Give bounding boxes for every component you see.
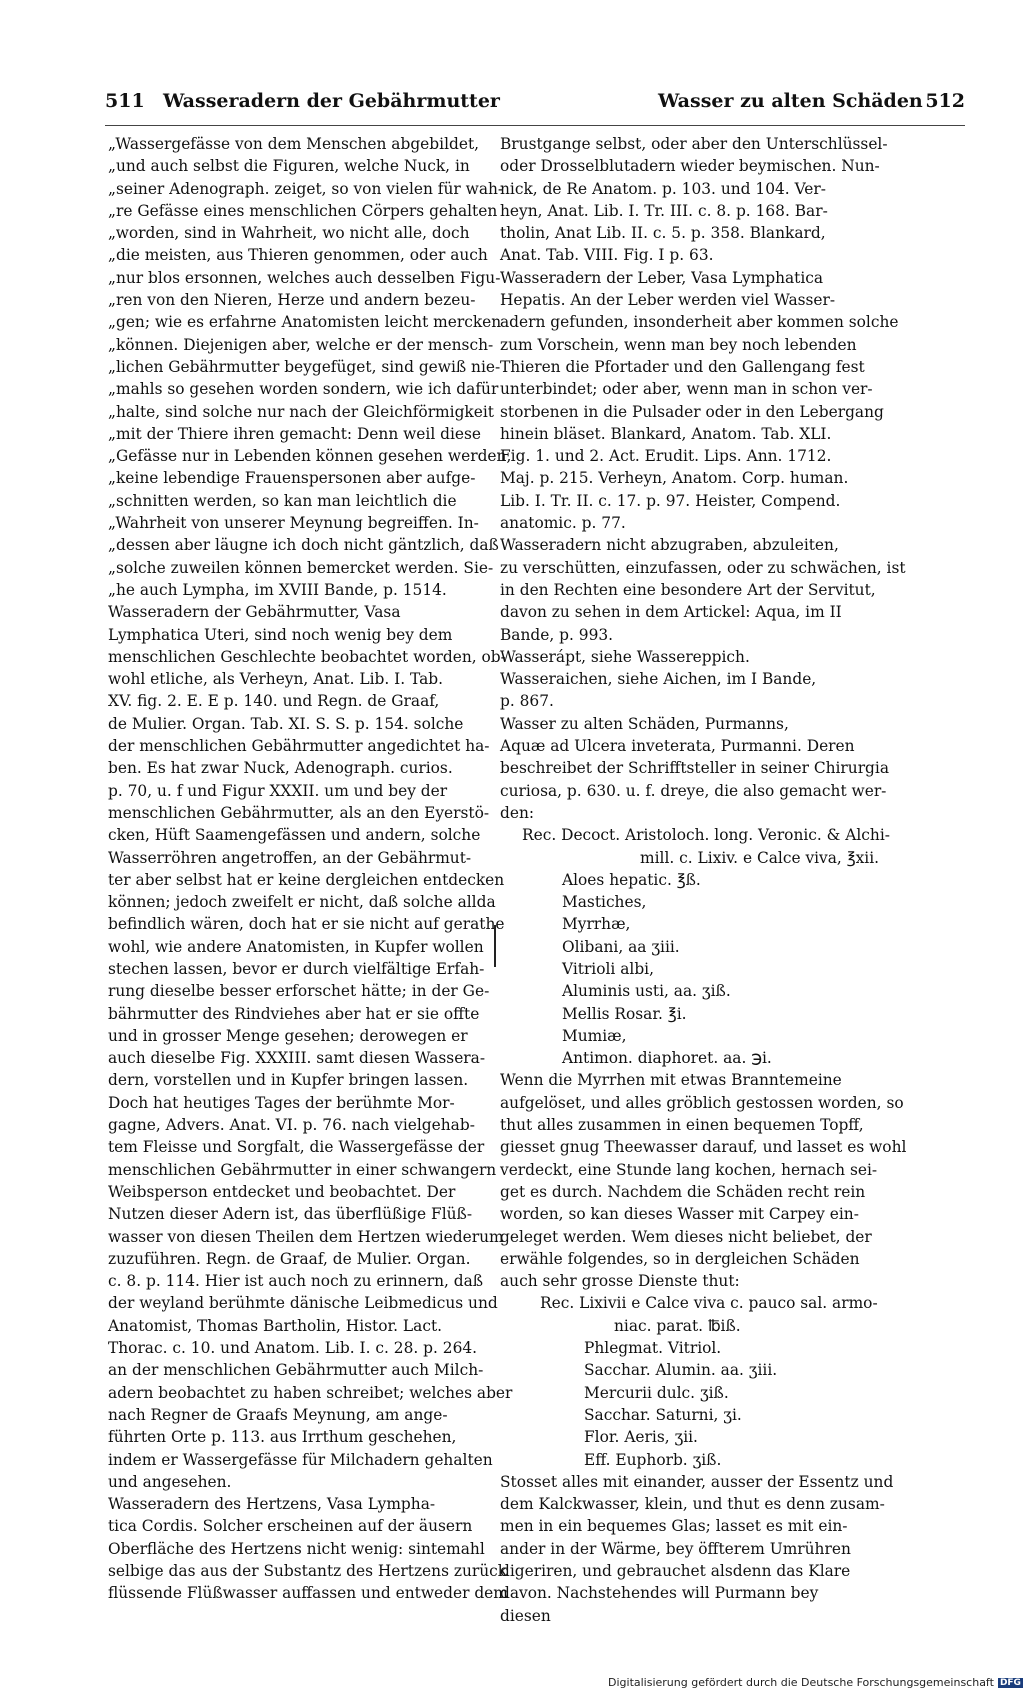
text-line: Wasseradern der Gebährmutter, Vasa xyxy=(108,603,401,622)
text-line: selbige das aus der Substantz des Hertzens zurück xyxy=(108,1562,508,1580)
recipe-ingredient: Myrrhæ, xyxy=(562,915,631,934)
text-line: diesen xyxy=(500,1606,551,1625)
text-line: thut alles zusammen in einen bequemen Topff, xyxy=(500,1116,864,1135)
header-rule xyxy=(105,125,965,126)
text-line: „die meisten, aus Thieren genommen, oder auch xyxy=(108,246,488,265)
text-line: aufgelöset, und alles gröblich gestossen worden, so xyxy=(500,1093,904,1112)
text-line: Doch hat heutiges Tages der berühmte Mor- xyxy=(108,1093,455,1112)
text-line: in den Rechten eine besondere Art der Servitut, xyxy=(500,580,876,599)
text-line: zum Vorschein, wenn man bey noch lebenden xyxy=(500,335,857,354)
recipe-ingredient: Mellis Rosar. ℥i. xyxy=(562,1004,687,1023)
recipe-2-items xyxy=(500,1337,872,1471)
recipe-2-head: Rec. Lixivii e Calce viva c. pauco sal. armo- xyxy=(540,1294,878,1313)
right-column-mid-text xyxy=(500,1069,907,1292)
text-line: an der menschlichen Gebährmutter auch Milch- xyxy=(108,1361,484,1380)
text-line: davon. Nachstehendes will Purmann bey xyxy=(500,1584,819,1603)
text-line: nick, de Re Anatom. p. 103. und 104. Ver- xyxy=(500,179,826,198)
text-line: Fig. 1. und 2. Act. Erudit. Lips. Ann. 1712. xyxy=(500,447,832,466)
recipe-ingredient: Phlegmat. Vitriol. xyxy=(584,1339,722,1358)
text-line: Thorac. c. 10. und Anatom. Lib. I. c. 28. p. 264. xyxy=(108,1339,478,1358)
text-line: erwähle folgendes, so in dergleichen Schäden xyxy=(500,1249,860,1268)
recipe-ingredient: Sacchar. Saturni, ʒi. xyxy=(584,1405,742,1424)
running-header xyxy=(105,90,965,126)
text-line: und angesehen. xyxy=(108,1472,232,1491)
text-line: können; jedoch zweifelt er nicht, daß solche allda xyxy=(108,893,496,912)
text-line: Wasserröhren angetroffen, an der Gebährmut- xyxy=(108,848,472,867)
text-line: curiosa, p. 630. u. f. dreye, die also gemacht wer- xyxy=(500,781,887,800)
text-line: dern, vorstellen und in Kupfer bringen lassen. xyxy=(108,1071,469,1090)
running-title-left: Wasseradern der Gebährmutter xyxy=(163,90,500,112)
text-line: „Wahrheit von unserer Meynung begreiffen. In- xyxy=(108,514,479,533)
recipe-ingredient: Aluminis usti, aa. ʒiß. xyxy=(562,982,731,1001)
right-column xyxy=(500,133,907,1627)
text-line: wohl, wie andere Anatomisten, in Kupfer wollen xyxy=(108,937,484,956)
text-line: Wasseradern der Leber, Vasa Lymphatica xyxy=(500,268,824,287)
recipe-1 xyxy=(500,824,890,1069)
text-line: hinein bläset. Blankard, Anatom. Tab. XLI. xyxy=(500,424,832,443)
text-line: Bande, p. 993. xyxy=(500,625,614,644)
funding-footer xyxy=(608,1676,1023,1689)
text-line: „keine lebendige Frauenspersonen aber aufge- xyxy=(108,469,476,488)
dfg-logo: DFG xyxy=(999,1678,1021,1688)
text-line: unterbindet; oder aber, wenn man in schon ver- xyxy=(500,380,873,399)
text-line: ter aber selbst hat er keine dergleichen entdecken xyxy=(108,870,505,889)
text-line: c. 8. p. 114. Hier ist auch noch zu erinnern, daß xyxy=(108,1272,484,1291)
margin-mark xyxy=(494,925,496,967)
text-line: den: xyxy=(500,803,535,822)
text-line: Anatomist, Thomas Bartholin, Histor. Lact. xyxy=(108,1316,443,1335)
text-line: Lymphatica Uteri, sind noch wenig bey dem xyxy=(108,625,453,644)
text-line: auch dieselbe Fig. XXXIII. samt diesen Wassera- xyxy=(108,1049,486,1068)
recipe-ingredient: Mastiches, xyxy=(562,893,647,912)
text-line: befindlich wären, doch hat er sie nicht auf gerathe xyxy=(108,915,505,934)
text-line: „nur blos ersonnen, welches auch desselben Figu- xyxy=(108,268,501,287)
text-line: heyn, Anat. Lib. I. Tr. III. c. 8. p. 168. Bar- xyxy=(500,201,828,220)
text-line: Wasseradern des Hertzens, Vasa Lympha- xyxy=(108,1495,436,1514)
text-line: verdeckt, eine Stunde lang kochen, hernach sei- xyxy=(500,1160,878,1179)
text-line: tem Fleisse und Sorgfalt, die Wassergefässe der xyxy=(108,1138,485,1157)
left-column xyxy=(108,133,513,1605)
text-line: wasser von diesen Theilen dem Hertzen wiederum xyxy=(108,1227,504,1246)
right-column-bottom-text xyxy=(500,1471,894,1627)
text-line: „können. Diejenigen aber, welche er der mensch- xyxy=(108,335,494,354)
text-line: Stosset alles mit einander, ausser der Essentz und xyxy=(500,1472,894,1491)
text-line: „worden, sind in Wahrheit, wo nicht alle, doch xyxy=(108,224,470,243)
text-line: Weibsperson entdecket und beobachtet. Der xyxy=(108,1182,456,1201)
recipe-ingredient: Mercurii dulc. ʒiß. xyxy=(584,1383,729,1402)
footer-text: Digitalisierung gefördert durch die Deutsche Forschungsgemeinschaft xyxy=(608,1676,994,1689)
text-line: Wasserápt, siehe Wassereppich. xyxy=(500,647,750,666)
text-line: Anat. Tab. VIII. Fig. I p. 63. xyxy=(500,246,714,265)
recipe-ingredient: Aloes hepatic. ℥ß. xyxy=(562,870,701,889)
text-line: Wenn die Myrrhen mit etwas Branntemeine xyxy=(500,1071,842,1090)
text-line: „halte, sind solche nur nach der Gleichförmigkeit xyxy=(108,402,494,421)
text-line: „dessen aber läugne ich doch nicht gäntzlich, daß xyxy=(108,536,499,555)
running-title-right: Wasser zu alten Schäden xyxy=(658,90,923,112)
text-line: oder Drosselblutadern wieder beymischen. Nun- xyxy=(500,157,880,176)
text-line: storbenen in die Pulsader oder in den Lebergang xyxy=(500,402,884,421)
text-line: adern beobachtet zu haben schreibet; welches aber xyxy=(108,1383,513,1402)
recipe-ingredient: Eff. Euphorb. ʒiß. xyxy=(584,1450,722,1469)
text-line: „schnitten werden, so kan man leichtlich die xyxy=(108,491,457,510)
text-line: Wasser zu alten Schäden, Purmanns, xyxy=(500,714,789,733)
text-line: bährmutter des Rindviehes aber hat er sie offte xyxy=(108,1004,480,1023)
text-line: „re Gefässe eines menschlichen Cörpers gehalten xyxy=(108,201,498,220)
text-line: Hepatis. An der Leber werden viel Wasser- xyxy=(500,291,836,310)
text-line: adern gefunden, insonderheit aber kommen solche xyxy=(500,313,899,332)
text-line: geleget werden. Wem dieses nicht beliebet, der xyxy=(500,1227,872,1246)
text-line: stechen lassen, bevor er durch vielfältige Erfah- xyxy=(108,959,485,978)
text-line: „solche zuweilen können bemercket werden. Sie- xyxy=(108,558,494,577)
text-line: beschreibet der Schrifftsteller in seiner Chirurgia xyxy=(500,759,890,778)
text-line: Wasseradern nicht abzugraben, abzuleiten, xyxy=(500,536,839,555)
recipe-1-head-cont: mill. c. Lixiv. e Calce viva, ℥xii. xyxy=(640,848,880,867)
text-line: tica Cordis. Solcher erscheinen auf der äusern xyxy=(108,1517,473,1536)
text-line: auch sehr grosse Dienste thut: xyxy=(500,1272,740,1291)
text-line: worden, so kan dieses Wasser mit Carpey ein- xyxy=(500,1205,859,1224)
text-line: Nutzen dieser Adern ist, das überflüßige Flüß- xyxy=(108,1205,473,1224)
text-line: menschlichen Gebährmutter, als an den Eyerstö- xyxy=(108,803,490,822)
text-line: anatomic. p. 77. xyxy=(500,514,626,533)
right-column-top-text xyxy=(500,133,906,824)
text-line: „gen; wie es erfahrne Anatomisten leicht mercken xyxy=(108,313,502,332)
text-line: gagne, Advers. Anat. VI. p. 76. nach vielgehab- xyxy=(108,1116,475,1135)
recipe-1-items xyxy=(500,869,872,1070)
text-line: nach Regner de Graafs Meynung, am ange- xyxy=(108,1405,448,1424)
text-line: Aquæ ad Ulcera inveterata, Purmanni. Deren xyxy=(500,737,855,756)
text-line: rung dieselbe besser erforschet hätte; in der Ge- xyxy=(108,982,490,1001)
page-number-right: 512 xyxy=(925,90,965,112)
text-line: „mit der Thiere ihren gemacht: Denn weil diese xyxy=(108,424,482,443)
text-line: indem er Wassergefässe für Milchadern gehalten xyxy=(108,1450,493,1469)
text-line: „seiner Adenograph. zeiget, so von vielen für wah- xyxy=(108,179,504,198)
text-line: „Wassergefässe von dem Menschen abgebildet, xyxy=(108,135,480,153)
text-line: Oberfläche des Hertzens nicht wenig: sintemahl xyxy=(108,1539,485,1558)
text-line: ben. Es hat zwar Nuck, Adenograph. curios. xyxy=(108,759,453,778)
text-line: XV. fig. 2. E. E p. 140. und Regn. de Graaf, xyxy=(108,692,440,711)
text-line: dem Kalckwasser, klein, und thut es denn zusam- xyxy=(500,1495,885,1514)
text-line: cken, Hüft Saamengefässen und andern, solche xyxy=(108,826,481,845)
text-line: digeriren, und gebrauchet alsdenn das Klare xyxy=(500,1562,851,1580)
text-line: menschlichen Gebährmutter in einer schwangern xyxy=(108,1160,497,1179)
text-line: de Mulier. Organ. Tab. XI. S. S. p. 154. solche xyxy=(108,714,464,733)
text-line: zuzuführen. Regn. de Graaf, de Mulier. Organ. xyxy=(108,1249,471,1268)
recipe-ingredient: Olibani, aa ʒiii. xyxy=(562,937,680,956)
text-line: Brustgange selbst, oder aber den Unterschlüssel- xyxy=(500,135,888,153)
text-line: „mahls so gesehen worden sondern, wie ich dafür xyxy=(108,380,499,399)
text-line: führten Orte p. 113. aus Irrthum geschehen, xyxy=(108,1428,457,1447)
recipe-ingredient: Sacchar. Alumin. aa. ʒiii. xyxy=(584,1361,778,1380)
text-line: Maj. p. 215. Verheyn, Anatom. Corp. human. xyxy=(500,469,849,488)
text-line: der menschlichen Gebährmutter angedichtet ha- xyxy=(108,737,490,756)
text-line: „und auch selbst die Figuren, welche Nuck, in xyxy=(108,157,470,176)
text-line: men in ein bequemes Glas; lasset es mit ein- xyxy=(500,1517,848,1536)
text-line: p. 867. xyxy=(500,692,554,711)
page-number-left: 511 xyxy=(105,90,145,112)
text-line: Thieren die Pfortader und den Gallengang fest xyxy=(500,357,865,376)
recipe-1-head: Rec. Decoct. Aristoloch. long. Veronic. & Alchi- xyxy=(522,826,890,845)
text-line: „lichen Gebährmutter beygefüget, sind gewiß nie- xyxy=(108,357,501,376)
text-line: flüssende Flüßwasser auffassen und entweder dem xyxy=(108,1584,508,1603)
text-line: ander in der Wärme, bey öffterem Umrühren xyxy=(500,1539,851,1558)
text-line: der weyland berühmte dänische Leibmedicus und xyxy=(108,1294,498,1313)
text-line: p. 70, u. f und Figur XXXII. um und bey der xyxy=(108,781,448,800)
recipe-2-head-cont: niac. parat. ℔iß. xyxy=(614,1316,741,1335)
text-line: wohl etliche, als Verheyn, Anat. Lib. I. Tab. xyxy=(108,670,444,689)
text-line: „Gefässe nur in Lebenden können gesehen werden, xyxy=(108,447,512,466)
text-line: get es durch. Nachdem die Schäden recht rein xyxy=(500,1182,866,1201)
text-line: Lib. I. Tr. II. c. 17. p. 97. Heister, Compend. xyxy=(500,491,841,510)
recipe-ingredient: Flor. Aeris, ʒii. xyxy=(584,1428,698,1447)
text-line: menschlichen Geschlechte beobachtet worden, ob- xyxy=(108,647,506,666)
recipe-2 xyxy=(500,1292,878,1470)
text-line: zu verschütten, einzufassen, oder zu schwächen, ist xyxy=(500,558,906,577)
text-line: tholin, Anat Lib. II. c. 5. p. 358. Blankard, xyxy=(500,224,826,243)
text-line: davon zu sehen in dem Artickel: Aqua, im II xyxy=(500,603,842,622)
recipe-ingredient: Mumiæ, xyxy=(562,1026,627,1045)
text-line: Wasseraichen, siehe Aichen, im I Bande, xyxy=(500,670,817,689)
text-line: „ren von den Nieren, Herze und andern bezeu- xyxy=(108,291,476,310)
recipe-ingredient: Vitrioli albi, xyxy=(562,959,654,978)
text-line: „he auch Lympha, im XVIII Bande, p. 1514. xyxy=(108,580,447,599)
text-line: giesset gnug Theewasser darauf, und lasset es wohl xyxy=(500,1138,907,1157)
recipe-ingredient: Antimon. diaphoret. aa. ℈i. xyxy=(562,1049,772,1068)
text-line: und in grosser Menge gesehen; derowegen er xyxy=(108,1026,468,1045)
